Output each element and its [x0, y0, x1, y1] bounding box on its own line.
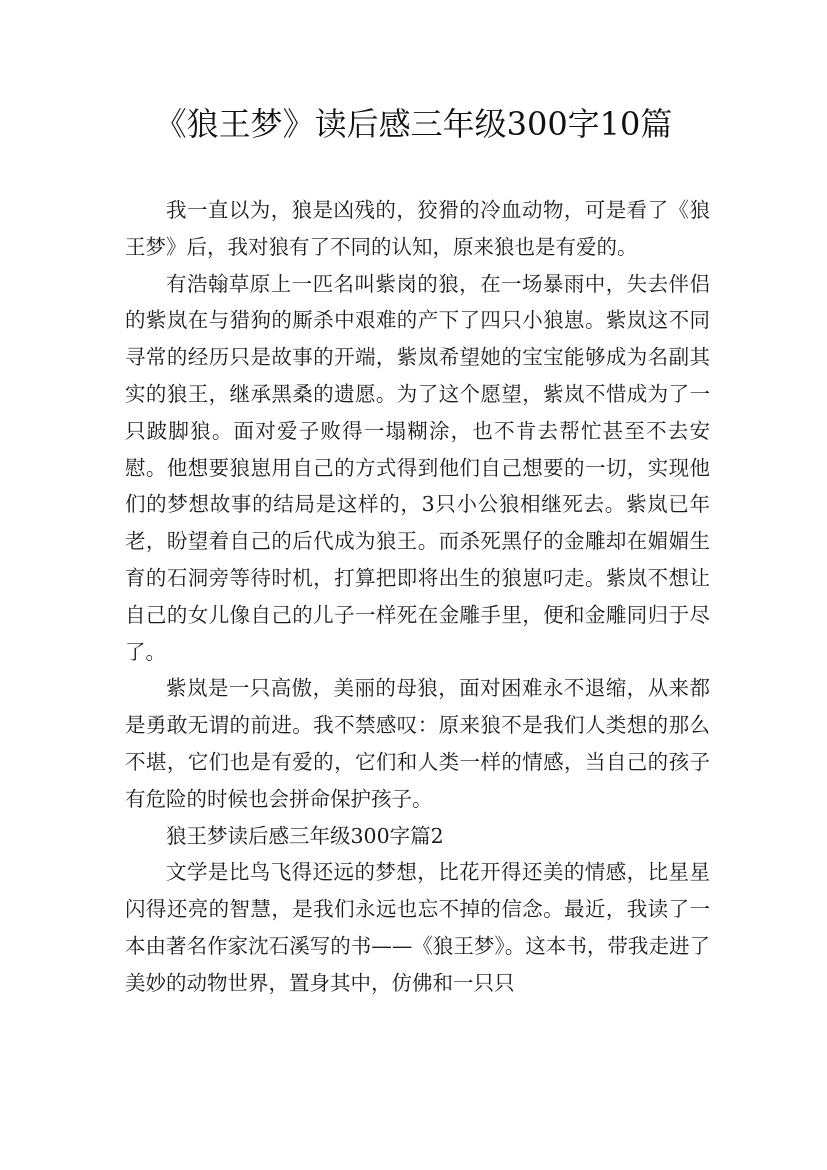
paragraph: 我一直以为，狼是凶残的，狡猾的冷血动物，可是看了《狼王梦》后，我对狼有了不同的认知，原来狼也是有爱的。	[125, 198, 710, 259]
document-title: 《狼王梦》读后感三年级300字10篇	[154, 105, 673, 143]
document-body	[125, 192, 710, 1002]
paragraph: 紫岚是一只高傲，美丽的母狼，面对困难永不退缩，从来都是勇敢无谓的前进。我不禁感叹：原来狼不是我们人类想的那么不堪，它们也是有爱的，它们和人类一样的情感，当自己的孩子有危险的时候也会拼命保护孩子。	[125, 676, 710, 811]
paragraph: 有浩翰草原上一匹名叫紫岗的狼，在一场暴雨中，失去伴侣的紫岚在与猎狗的厮杀中艰难的产下了四只小狼崽。紫岚这不同寻常的经历只是故事的开端，紫岚希望她的宝宝能够成为名副其实的狼王，继承黑桑的遗愿。为了这个愿望，紫岚不惜成为了一只跛脚狼。面对爱子败得一塌糊涂，也不肯去帮忙甚至不去安慰。他想要狼崽用自己的方式得到他们自己想要的一切，实现他们的梦想故事的结局是这样的，3只小公狼相继死去。紫岚已年老，盼望着自己的后代成为狼王。而杀死黑仔的金雕却在媚媚生育的石洞旁等待时机，打算把即将出生的狼崽叼走。紫岚不想让自己的女儿像自己的儿子一样死在金雕手里，便和金雕同归于尽了。	[125, 271, 710, 664]
section-heading: 狼王梦读后感三年级300字篇2	[166, 823, 444, 848]
paragraph: 文学是比鸟飞得还远的梦想，比花开得还美的情感，比星星闪得还亮的智慧，是我们永远也忘不掉的信念。最近，我读了一本由著名作家沈石溪写的书——《狼王梦》。这本书，带我走进了美妙的动物世界，置身其中，仿佛和一只只	[125, 860, 710, 995]
